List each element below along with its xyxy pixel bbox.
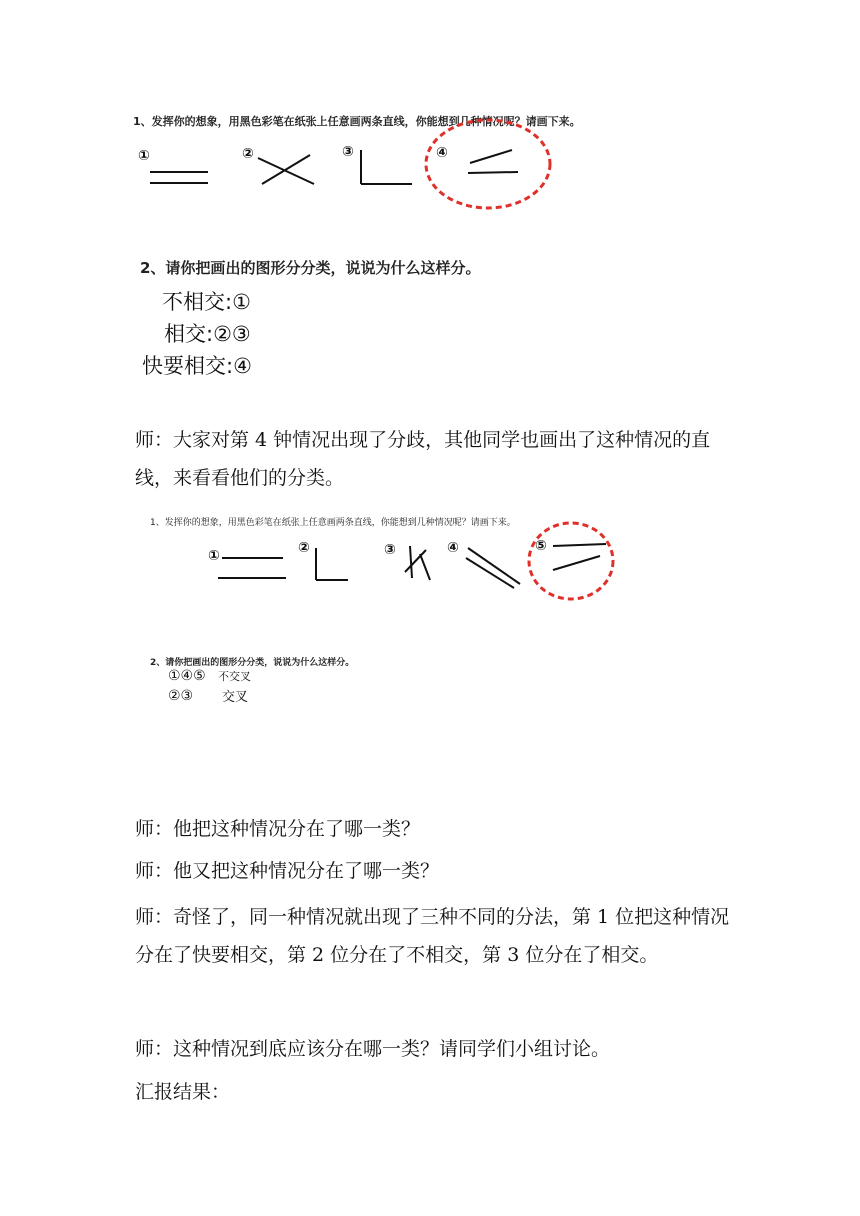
report-results-label: 汇报结果： [135,1081,231,1103]
worksheet2-question2: 2、请你把画出的图形分分类，说说为什么这样分。 [150,658,355,668]
mark-1: ① [138,148,150,164]
teacher-line-1: 师：他把这种情况分在了哪一类？ [135,818,421,840]
worksheet2-question1: 1、发挥你的想象，用黑色彩笔在纸张上任意画两条直线，你能想到几种情况呢？请画下来。 [150,518,516,528]
answer-almost-intersect: 快要相交:④ [142,354,252,378]
worksheet1-drawings [0,0,860,230]
w2-cross-a [410,546,412,578]
red-dashed-circle [426,120,550,208]
mark-2: ② [242,146,254,162]
teacher-paragraph-1: 师：大家对第 4 钟情况出现了分歧，其他同学也画出了这种情况的直线，来看看他们的分类。 [135,429,711,489]
w2-answer2-nums: ②③ [168,688,194,704]
w2-almost-b [553,556,600,570]
w2-mark-3: ③ [384,542,396,558]
w2-almost-a [553,544,606,546]
w2-mark-1: ① [208,548,220,564]
teacher-line-4: 师：这种情况到底应该分在哪一类？请同学们小组讨论。 [135,1038,611,1060]
worksheet1-question2: 2、请你把画出的图形分分类，说说为什么这样分。 [140,259,481,277]
teacher-line-3: 师：奇怪了，同一种情况就出现了三种不同的分法，第 1 位把这种情况分在了快要相交，第 2 位分在了不相交，第 3 位分在了相交。 [135,906,730,966]
almost-line-a [470,150,512,163]
w2-mark-4: ④ [447,540,459,556]
teacher-line-2: 师：他又把这种情况分在了哪一类？ [135,860,440,882]
worksheet2-drawings [0,520,860,720]
w2-mark-2: ② [298,540,310,556]
almost-line-b [468,172,518,173]
answer-intersect: 相交:②③ [164,322,251,346]
w2-slant-a [468,548,520,584]
answer-not-intersect: 不相交:① [162,290,251,314]
w2-answer1-label: 不交叉 [218,670,251,683]
w2-mark-5: ⑤ [535,538,547,554]
w2-red-dashed-circle [529,523,613,599]
cross-line-a [258,158,314,184]
w2-answer1-nums: ①④⑤ [168,668,206,684]
w2-cross-b [420,554,430,580]
mark-3: ③ [342,144,354,160]
w2-answer2-label: 交叉 [222,690,249,705]
mark-4: ④ [436,145,448,161]
worksheet1-question1: 1、发挥你的想象，用黑色彩笔在纸张上任意画两条直线，你能想到几种情况呢？请画下来。 [133,115,581,128]
